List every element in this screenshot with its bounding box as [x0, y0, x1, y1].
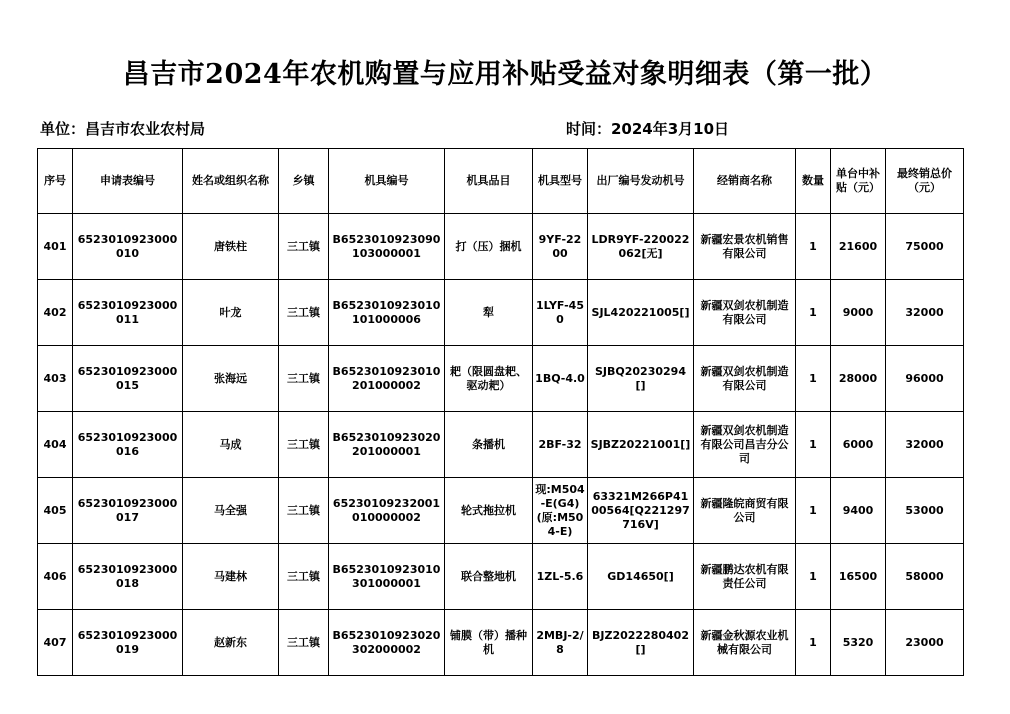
table-cell: 58000 — [886, 544, 964, 610]
header-cell: 机具编号 — [329, 149, 445, 214]
table-cell: 6523010923000011 — [73, 280, 183, 346]
table-cell: B6523010923090103000001 — [329, 214, 445, 280]
table-cell: 1 — [796, 478, 831, 544]
table-cell: 1 — [796, 346, 831, 412]
table-cell: 1ZL-5.6 — [533, 544, 588, 610]
table-cell: 打（压）捆机 — [445, 214, 533, 280]
table-cell: 条播机 — [445, 412, 533, 478]
table-cell: 405 — [38, 478, 73, 544]
table-cell: 耙（限圆盘耙、驱动耙） — [445, 346, 533, 412]
table-cell: B6523010923010201000002 — [329, 346, 445, 412]
table-cell: 新疆金秋源农业机械有限公司 — [694, 610, 796, 676]
table-row — [38, 346, 964, 412]
table-cell: 6000 — [831, 412, 886, 478]
table-cell: B6523010923010301000001 — [329, 544, 445, 610]
table-cell: 404 — [38, 412, 73, 478]
table-cell: 1 — [796, 610, 831, 676]
table-cell: 6523010923000019 — [73, 610, 183, 676]
table-row — [38, 214, 964, 280]
header-cell: 机具型号 — [533, 149, 588, 214]
table-cell: B6523010923020201000001 — [329, 412, 445, 478]
table-cell: 三工镇 — [279, 544, 329, 610]
table-row — [38, 544, 964, 610]
table-cell: 53000 — [886, 478, 964, 544]
header-cell: 单台中补贴（元） — [831, 149, 886, 214]
table-cell: 三工镇 — [279, 610, 329, 676]
table-cell: 1 — [796, 280, 831, 346]
header-cell: 乡镇 — [279, 149, 329, 214]
table-cell: 63321M266P4100564[Q221297716V] — [588, 478, 694, 544]
header-cell: 出厂编号发动机号 — [588, 149, 694, 214]
table-cell: 三工镇 — [279, 478, 329, 544]
table-cell: 23000 — [886, 610, 964, 676]
table-cell: 65230109232001010000002 — [329, 478, 445, 544]
table-cell: 75000 — [886, 214, 964, 280]
table-cell: 402 — [38, 280, 73, 346]
unit-label: 单位：昌吉市农业农村局 — [40, 120, 206, 138]
table-cell: 三工镇 — [279, 412, 329, 478]
table-cell: 马全强 — [183, 478, 279, 544]
table-row — [38, 412, 964, 478]
header-cell: 姓名或组织名称 — [183, 149, 279, 214]
table-cell: 张海远 — [183, 346, 279, 412]
table-cell: 6523010923000018 — [73, 544, 183, 610]
table-cell: 407 — [38, 610, 73, 676]
table-cell: SJL420221005[] — [588, 280, 694, 346]
subsidy-table — [37, 148, 964, 676]
table-cell: 403 — [38, 346, 73, 412]
table-cell: 401 — [38, 214, 73, 280]
table-cell: 16500 — [831, 544, 886, 610]
table-row — [38, 280, 964, 346]
table-cell: 新疆鹏达农机有限责任公司 — [694, 544, 796, 610]
table-cell: 轮式拖拉机 — [445, 478, 533, 544]
table-cell: B6523010923010101000006 — [329, 280, 445, 346]
table-cell: BJZ2022280402[] — [588, 610, 694, 676]
table-cell: 犁 — [445, 280, 533, 346]
table-cell: 三工镇 — [279, 214, 329, 280]
table-cell: 新疆宏景农机销售有限公司 — [694, 214, 796, 280]
table-cell: 28000 — [831, 346, 886, 412]
table-cell: 现:M504-E(G4)(原:M504-E) — [533, 478, 588, 544]
table-cell: B6523010923020302000002 — [329, 610, 445, 676]
table-cell: 赵新东 — [183, 610, 279, 676]
table-cell: 6523010923000016 — [73, 412, 183, 478]
header-cell: 经销商名称 — [694, 149, 796, 214]
table-cell: 新疆隆皖商贸有限公司 — [694, 478, 796, 544]
table-cell: 新疆双剑农机制造有限公司昌吉分公司 — [694, 412, 796, 478]
table-cell: SJBQ20230294[] — [588, 346, 694, 412]
table-cell: 马成 — [183, 412, 279, 478]
table-cell: 21600 — [831, 214, 886, 280]
table-cell: 5320 — [831, 610, 886, 676]
table-cell: 96000 — [886, 346, 964, 412]
table-cell: 2MBJ-2/8 — [533, 610, 588, 676]
table-cell: 32000 — [886, 280, 964, 346]
table-cell: 三工镇 — [279, 280, 329, 346]
table-cell: 9000 — [831, 280, 886, 346]
table-cell: 6523010923000015 — [73, 346, 183, 412]
table-cell: 9400 — [831, 478, 886, 544]
header-cell: 申请表编号 — [73, 149, 183, 214]
table-cell: 1 — [796, 544, 831, 610]
table-cell: 铺膜（带）播种机 — [445, 610, 533, 676]
table-cell: 1LYF-450 — [533, 280, 588, 346]
table-cell: 唐铁柱 — [183, 214, 279, 280]
table-cell: 新疆双剑农机制造有限公司 — [694, 346, 796, 412]
table-cell: 1 — [796, 412, 831, 478]
table-cell: 2BF-32 — [533, 412, 588, 478]
page-title: 昌吉市2024年农机购置与应用补贴受益对象明细表（第一批） — [122, 59, 888, 90]
table-cell: 1 — [796, 214, 831, 280]
table-cell: 联合整地机 — [445, 544, 533, 610]
table-row — [38, 478, 964, 544]
table-cell: 1BQ-4.0 — [533, 346, 588, 412]
header-cell: 机具品目 — [445, 149, 533, 214]
table-cell: 三工镇 — [279, 346, 329, 412]
table-cell: SJBZ20221001[] — [588, 412, 694, 478]
table-cell: LDR9YF-220022062[无] — [588, 214, 694, 280]
table-header-row — [38, 149, 964, 214]
table-row — [38, 610, 964, 676]
date-label: 时间：2024年3月10日 — [566, 120, 730, 138]
header-cell: 序号 — [38, 149, 73, 214]
table-cell: GD14650[] — [588, 544, 694, 610]
table-cell: 32000 — [886, 412, 964, 478]
table-cell: 9YF-2200 — [533, 214, 588, 280]
header-cell: 数量 — [796, 149, 831, 214]
table-cell: 新疆双剑农机制造有限公司 — [694, 280, 796, 346]
table-cell: 马建林 — [183, 544, 279, 610]
table-cell: 6523010923000010 — [73, 214, 183, 280]
table-cell: 叶龙 — [183, 280, 279, 346]
table-cell: 406 — [38, 544, 73, 610]
header-cell: 最终销总价（元） — [886, 149, 964, 214]
table-cell: 6523010923000017 — [73, 478, 183, 544]
